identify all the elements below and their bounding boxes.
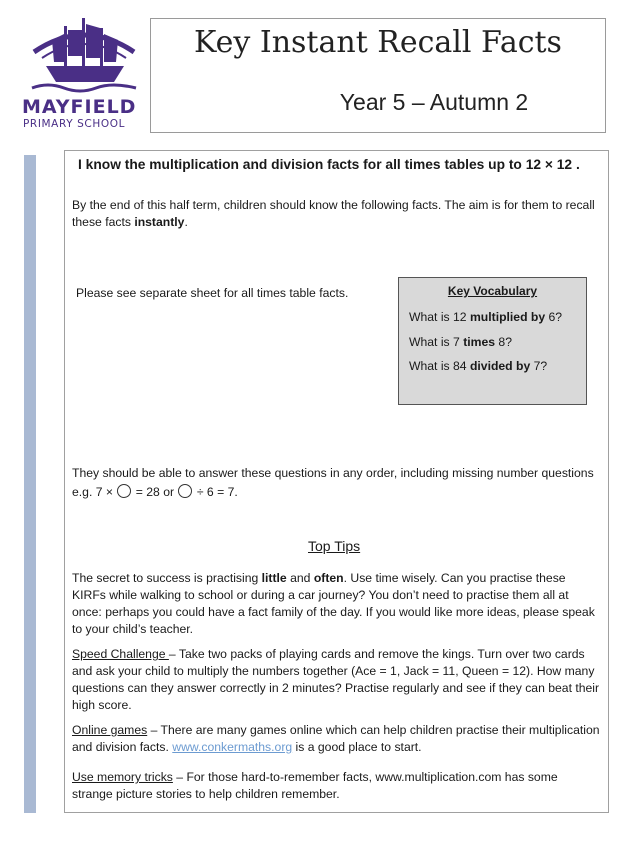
intro-paragraph: By the end of this half term, children should know the following facts. The aim is for them to recall these facts instantly. <box>72 198 595 229</box>
vocab-line-divided: What is 84 divided by 7? <box>409 359 548 373</box>
school-name: MAYFIELD <box>22 96 137 118</box>
tip-memory-tricks: Use memory tricks – For those hard-to-remember facts, www.multiplication.com has some strange picture stories to help children remember. <box>72 770 558 801</box>
top-tips-heading: Top Tips <box>308 538 361 554</box>
vocab-line-multiplied: What is 12 multiplied by 6? <box>409 310 563 324</box>
page-subtitle: Year 5 – Autumn 2 <box>339 89 529 115</box>
ship-crest-icon <box>28 12 140 98</box>
separate-sheet-note: Please see separate sheet for all times table facts. <box>76 286 349 300</box>
school-subtitle: PRIMARY SCHOOL <box>23 118 126 130</box>
any-order-paragraph: They should be able to answer these questions in any order, including missing number questions e.g. 7 × = 28 or ÷ 6 = 7. <box>72 466 594 499</box>
vocab-line-times: What is 7 times 8? <box>409 335 512 349</box>
conkermaths-link[interactable]: www.conkermaths.org <box>172 740 293 754</box>
missing-number-circle-icon <box>178 484 192 498</box>
school-logo <box>22 12 140 136</box>
key-vocabulary-box <box>398 277 587 405</box>
missing-number-circle-icon <box>117 484 131 498</box>
objective-heading: I know the multiplication and division facts for all times tables up to 12 × 12 . <box>78 157 580 172</box>
side-bar <box>24 155 36 813</box>
vocab-heading: Key Vocabulary <box>447 284 538 298</box>
page-title: Key Instant Recall Facts <box>194 25 562 60</box>
tip-little-often: The secret to success is practising little and often. Use time wisely. Can you practise these KIRFs while walking to school or during a car journey? You don’t need to practise them all at once: perhaps you could have a fact family of the day. If you would like more ideas, please speak to your child’s teacher. <box>72 571 595 636</box>
title-box <box>150 18 606 133</box>
tip-speed-challenge: Speed Challenge – Take two packs of playing cards and remove the kings. Turn over two cards and ask your child to multiply the numbers together (Ace = 1, Jack = 11, Queen = 12). How many questions can they answer correctly in 2 minutes? Practise regularly and see if they can beat their high score. <box>72 647 600 712</box>
tip-online-games: Online games – There are many games online which can help children practise their multiplication and division facts. www.conkermaths.org is a good place to start. <box>72 723 600 754</box>
